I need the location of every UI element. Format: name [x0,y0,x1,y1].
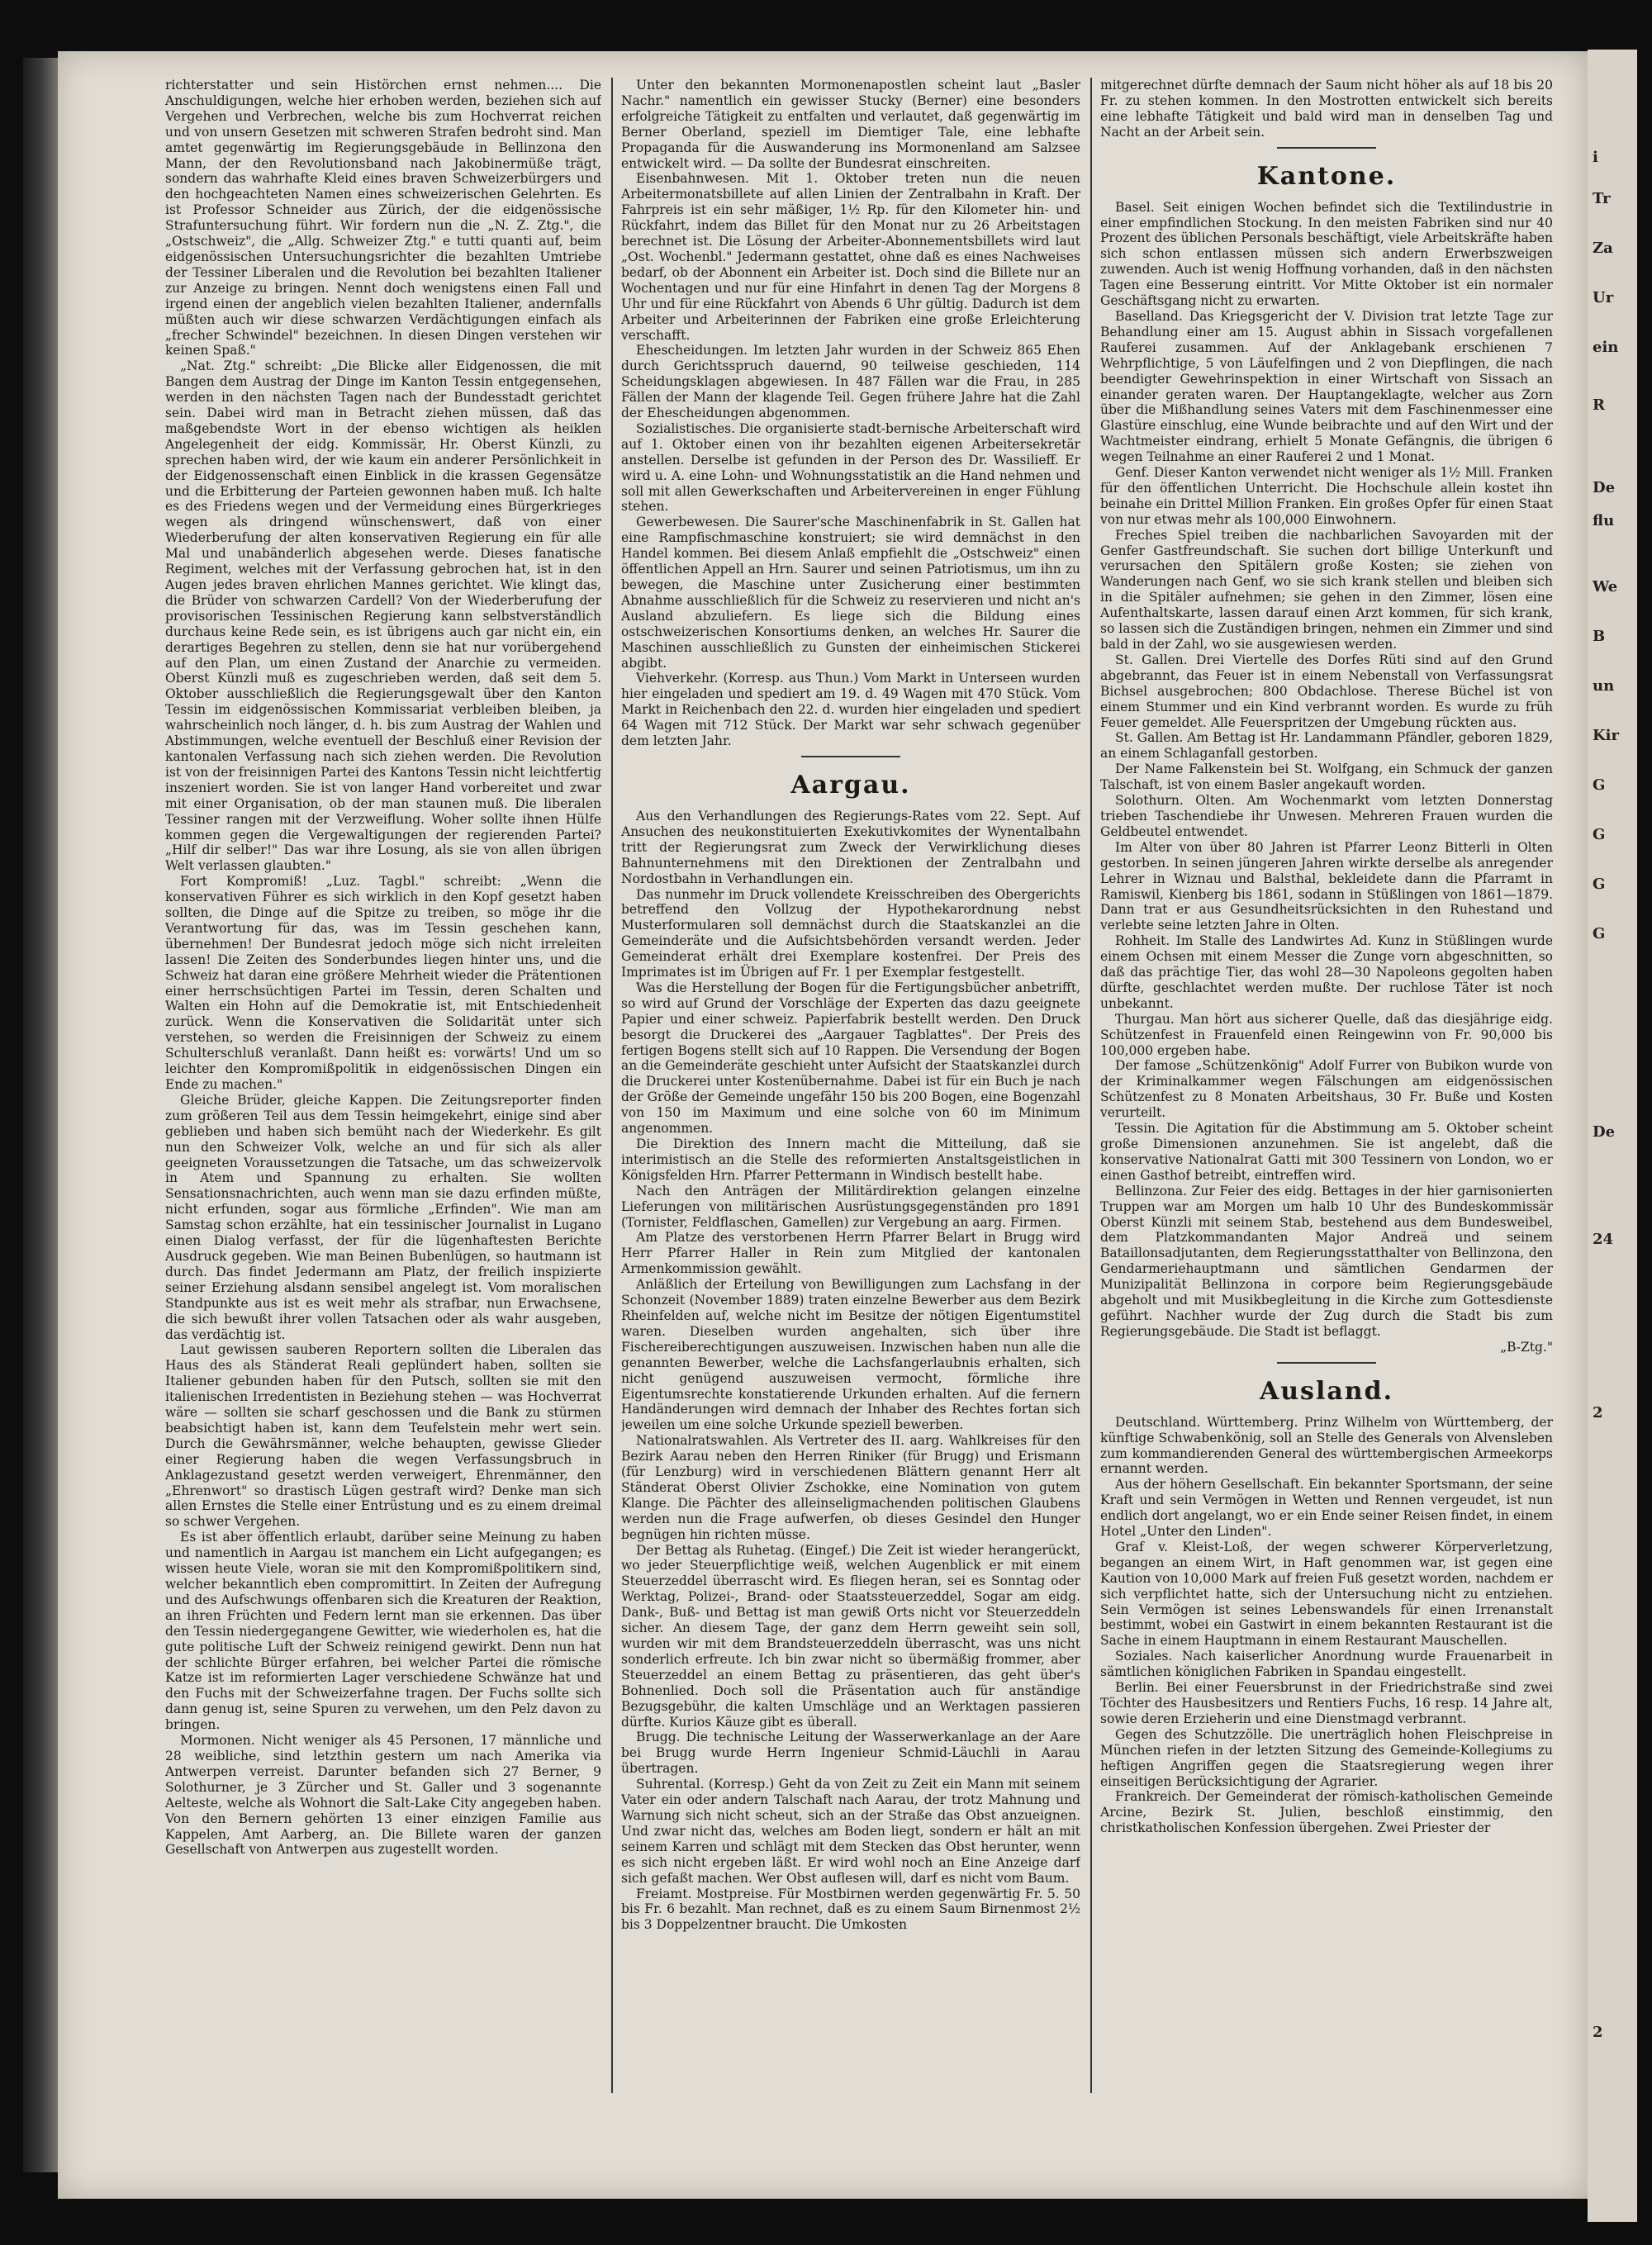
article-paragraph: Aus der höhern Gesellschaft. Ein bekannter Sportsmann, der seine Kraft und sein Vermögen in Wetten und Rennen vergeudet, ist nun endlich dort angelangt, wo er ein Ende seiner Reisen findet, in einem Hotel „Unter den Linden". [1100,1477,1553,1540]
adjacent-page-fragment: De [1593,1123,1616,1141]
article-paragraph: Suhrental. (Korresp.) Geht da von Zeit zu Zeit ein Mann mit seinem Vater ein oder andern Talschaft nach Aarau, der trotz Mahnung und Warnung sich nicht scheut, sich an der Straße das Obst anzueignen. Und zwar nicht das, welches am Boden liegt, sondern er hält an mit seinem Karren und schlägt mit dem Stecken das Obst herunter, wenn es sich nicht ergeben läßt. Er wird wohl noch an Eine Anzeige darf sich gefaßt machen. Wer Obst auflesen will, darf es nicht vom Baum. [621,1777,1080,1886]
adjacent-page-fragment: un [1593,677,1615,695]
adjacent-page-fragment: R [1593,396,1605,414]
article-paragraph: Rohheit. Im Stalle des Landwirtes Ad. Kunz in Stüßlingen wurde einem Ochsen mit einem Messer die Zunge vorn abgeschnitten, so daß das prächtige Tier, das wohl 28—30 Napoleons gegolten haben dürfte, geschlachtet werden mußte. Der ruchlose Täter ist noch unbekannt. [1100,933,1553,1011]
article-paragraph: Im Alter von über 80 Jahren ist Pfarrer Leonz Bitterli in Olten gestorben. In seinen jüngeren Jahren wirkte derselbe als anregender Lehrer in Wiznau und Balsthal, bekleidete dann die Pfarramt in Ramiswil, Kienberg bis 1861, sodann in Stüßlingen von 1861—1879. Dann trat er aus Gesundheitsrücksichten in den Ruhestand und verlebte seine letzten Jahre in Olten. [1100,839,1553,933]
adjacent-page-fragment: flu [1593,512,1615,529]
article-paragraph: Nach den Anträgen der Militärdirektion gelangen einzelne Lieferungen von militärischen Ausrüstungsgegenständen pro 1891 (Tornister, Feldflaschen, Gamellen) zur Vergebung an aarg. Firmen. [621,1183,1080,1230]
article-paragraph: Das nunmehr im Druck vollendete Kreisschreiben des Obergerichts betreffend den Vollzug der Hypothekarordnung nebst Musterformularen soll demnächst durch die Staatskanzlei an die Gemeinderäte und die Aufsichtsbehörden versandt werden. Jeder Gemeinderat erhält drei Exemplare kostenfrei. Der Preis des Imprimates ist im Übrigen auf Fr. 1 per Exemplar festgestellt. [621,886,1080,980]
adjacent-page-fragment: 2 [1593,1404,1603,1422]
article-paragraph: Der Name Falkenstein bei St. Wolfgang, ein Schmuck der ganzen Talschaft, ist von einem Basler angekauft worden. [1100,762,1553,793]
article-paragraph: Anläßlich der Erteilung von Bewilligungen zum Lachsfang in der Schonzeit (November 1889) traten einzelne Bewerber aus dem Bezirk Rheinfelden auf, welche nicht im Besitze der nötigen Eigentumstitel waren. Dieselben wurden angehalten, sich über ihre Fischereiberechtigungen auszuweisen. Inzwischen haben nun alle die genannten Bewerber, welche die Lachsfangerlaubnis erhalten, sich nicht genügend auszuweisen vermocht, förmliche ihre Eigentumsrechte konstatierende Urkunden erhalten. Auf die fernern Handänderungen wird demnach der Inhaber des Rechtes fortan sich jeweilen um eine solche Urkunde speziell bewerben. [621,1277,1080,1433]
adjacent-page-edge [1588,50,1637,2222]
article-paragraph: Mormonen. Nicht weniger als 45 Personen, 17 männliche und 28 weibliche, sind letzthin gestern um nach Amerika via Antwerpen verreist. Darunter befanden sich 27 Berner, 9 Solothurner, je 3 Zürcher und St. Galler und 3 sogenannte Aelteste, welche als Wohnort die Salt-Lake City angegeben haben. Von den Bernern gehörten 13 einer einzigen Familie aus Kappelen, Amt Aarberg, an. Die Billete waren der ganzen Gesellschaft von Antwerpen aus zugestellt worden. [165,1733,601,1858]
adjacent-page-fragment: 2 [1593,2024,1603,2041]
article-paragraph: Soziales. Nach kaiserlicher Anordnung wurde Frauenarbeit in sämtlichen königlichen Fabriken in Spandau eingestellt. [1100,1649,1553,1680]
book-binding [23,58,63,2172]
article-paragraph: St. Gallen. Drei Viertelle des Dorfes Rüti sind auf den Grund abgebrannt, das Feuer ist in einem Nebenstall von Verfassungsrat Bichsel ausgebrochen; 800 Obdachlose. Therese Büchel ist von einem Stummer und ein Kind verbrannt worden. Es wurde zu früh Feuer gemeldet. Alle Feuerspritzen der Umgebung rückten aus. [1100,652,1553,730]
section-divider [1277,1362,1376,1364]
adjacent-page-fragment: Ur [1593,289,1614,306]
adjacent-page-fragment: G [1593,925,1606,942]
adjacent-page-fragment: G [1593,876,1606,893]
adjacent-page-fragment: Tr [1593,190,1611,207]
article-paragraph: Unter den bekannten Mormonenapostlen scheint laut „Basler Nachr." namentlich ein gewisser Stucky (Berner) eine besonders erfolgreiche Tätigkeit zu entfalten und verlautet, daß gegenwärtig im Berner Oberland, speziell im Diemtiger Tale, eine lebhafte Propaganda für die Auswanderung ins Mormonenland am Salzsee entwickelt wird. — Da sollte der Bundesrat einschreiten. [621,78,1080,171]
article-paragraph: Am Platze des verstorbenen Herrn Pfarrer Belart in Brugg wird Herr Pfarrer Haller in Rein zum Mitglied der kantonalen Armenkommission gewählt. [621,1230,1080,1277]
article-paragraph: Frankreich. Der Gemeinderat der römisch-katholischen Gemeinde Arcine, Bezirk St. Julien, beschloß einstimmig, den christkatholischen Konfession übergehen. Zwei Priester der [1100,1789,1553,1836]
article-paragraph: „Nat. Ztg." schreibt: „Die Blicke aller Eidgenossen, die mit Bangen dem Austrag der Dinge im Kanton Tessin entgegensehen, werden in den nächsten Tagen nach der Bundesstadt gerichtet sein. Dabei wird man in Betracht ziehen müssen, daß das maßgebendste Wort in der ebenso wichtigen als heiklen Angelegenheit der eidg. Kommissär, Hr. Oberst Künzli, zu sprechen haben wird, der wie kaum ein anderer Persönlichkeit in der Eidgenossenschaft einen Einblick in die krassen Gegensätze und die Erbitterung der Parteien gewonnen haben muß. Ich halte es des Friedens wegen und der Vermeidung eines Bürgerkrieges wegen als dringend wünschenswert, daß von einer Wiederberufung der alten konservativen Regierung ein für alle Mal und unabänderlich abgesehen werde. Dieses fanatische Regiment, welches mit der Verfassung gebrochen hat, ist in den Augen jedes braven ehrlichen Mannes gerichtet. Wie klingt das, die Brüder von schwarzen Cardell? Von der Wiederberufung der provisorischen Tessinischen Regierung kann selbstverständlich durchaus keine Rede sein, es ist übrigens auch gar nicht ein, ein derartiges Begehren zu stellen, denn sie hat nur vorübergehend auf den Plan, um einen Zustand der Anarchie zu vermeiden. Oberst Künzli muß es zugeschrieben werden, daß seit dem 5. Oktober ausschließlich die Regierungsgewalt über den Kanton Tessin im eidgenössischen Kommissariat verbleiben bleiben, ja wahrscheinlich noch länger, d. h. bis zum Austrag der Wahlen und Abstimmungen, welche eventuell der Beschluß einer Revision der kantonalen Verfassung nach sich ziehen werden. Die Revolution ist von der freisinnigen Partei des Kantons Tessin nicht leichtfertig inszeniert worden. Sie ist von langer Hand vorbereitet und zwar mit einer Organisation, ob der man staunen muß. Die liberalen Tessiner rangen mit der Verzweiflung. Woher sollte ihnen Hülfe kommen gegen die Vergewaltigungen der regierenden Partei? „Hilf dir selber!" Das war ihre Losung, als sie von allen übrigen Welt verlassen glaubten." [165,358,601,874]
article-paragraph: Gewerbewesen. Die Saurer'sche Maschinenfabrik in St. Gallen hat eine Rampfischmaschine konstruiert; sie wird demnächst in den Handel kommen. Bei diesem Anlaß empfiehlt die „Ostschweiz" einen öffentlichen Appell an Hrn. Saurer und seinen Patriotismus, um ihn zu bewegen, die Maschine unter Zusicherung einer bestimmten Abnahme ausschließlich für die Schweiz zu reservieren und nicht an's Ausland abzuliefern. Es liege sich die Bildung eines ostschweizerischen Konsortiums denken, an welches Hr. Saurer die Maschinen ausschließlich zu Gunsten der einheimischen Stickerei abgibt. [621,515,1080,671]
adjacent-page-fragment: We [1593,578,1618,596]
article-paragraph: Eisenbahnwesen. Mit 1. Oktober treten nun die neuen Arbeitermonatsbillete auf allen Linien der Zentralbahn in Kraft. Der Fahrpreis ist ein sehr mäßiger, 1½ Rp. für den Kilometer hin- und Rückfahrt, indem das Billet für den Monat nur zu 26 Arbeitstagen berechnet ist. Die Lösung der Arbeiter-Abonnementsbillets wird laut „Ost. Wochenbl." Jedermann gestattet, ohne daß es eines Nachweises bedarf, ob der Abonnent ein Arbeiter ist. Doch sind die Billete nur an Wochentagen und nur für eine Hinfahrt in denen Tag der Morgens 8 Uhr und für eine Rückfahrt von Abends 6 Uhr gültig. Dadurch ist dem Arbeiter und Arbeiterinnen der Fabriken eine große Erleichterung verschafft. [621,171,1080,343]
article-paragraph: Nationalratswahlen. Als Vertreter des II. aarg. Wahlkreises für den Bezirk Aarau neben den Herren Riniker (für Brugg) und Erismann (für Lenzburg) wird in verschiedenen Blättern genannt Herr alt Ständerat Oberst Olivier Zschokke, eine Nomination von gutem Klange. Die Pächter des alleinseligmachenden politischen Glaubens werden nun die Frage aufwerfen, ob dieses Gesindel den Hunger begnügen hin richten müsse. [621,1433,1080,1542]
adjacent-page-fragment: i [1593,149,1598,166]
article-paragraph: Thurgau. Man hört aus sicherer Quelle, daß das diesjährige eidg. Schützenfest in Frauenfeld einen Reingewinn von Fr. 90,000 bis 100,000 ergeben habe. [1100,1011,1553,1058]
article-paragraph: richterstatter und sein Histörchen ernst nehmen.... Die Anschuldigungen, welche hier erhoben werden, beziehen sich auf Vergehen und Verbrechen, welche bis zum Hochverrat reichen und von unsern Gesetzen mit schweren Strafen bedroht sind. Man amtet gegenwärtig im Regierungsgebäude in Bellinzona den Mann, der den Revolutionsband nach Jakobinermüße trägt, sondern das wahrhafte Kleid eines braven Schweizerbürgers und den hochgeachteten Namen eines schweizerischen Gelehrten. Es ist Professor Schneider aus Zürich, der die eidgenössische Strafuntersuchung führt. Wir fordern nun die „N. Z. Ztg.", die „Ostschweiz", die „Allg. Schweizer Ztg." e tutti quanti auf, beim eidgenössischen Untersuchungsrichter die bezahlten Umtriebe der Tessiner Liberalen und die Revolution bei bezahlten Italiener zur Anzeige zu bringen. Nennt doch wenigstens einen Fall und irgend einen der angeblich vielen bezahlten Italiener, andernfalls müßten auch wir diese schwarzen Verdächtigungen einfach als „frecher Schwindel" bezeichnen. In diesen Dingen verstehen wir keinen Spaß." [165,78,601,358]
article-paragraph: Solothurn. Olten. Am Wochenmarkt vom letzten Donnerstag trieben Taschendiebe ihr Unwesen. Mehreren Frauen wurden die Geldbeutel entwendet. [1100,793,1553,839]
adjacent-page-fragment: Za [1593,240,1613,257]
article-paragraph: Laut gewissen sauberen Reportern sollten die Liberalen das Haus des als Ständerat Reali geplündert haben, sollten sie Italiener gebunden haben für den Putsch, sollten sie mit den italienischen Irredentisten in Beziehung stehen — was Hochverrat wäre — sollten sie scharf geschossen und die Bank zu stürmen beabsichtigt haben ist, kann dem Teufelstein mehr wert sein. Durch die Gewährsmänner, welche behaupten, gewisse Glieder einer Regierung haben die wegen Verfassungsbruch in Anklagezustand gesetzt werden verweigert, Ehrenmänner, den „Ehrenwort" so drastisch Lügen gestraft wird? Denke man sich allen Ernstes die Stelle einer Entrüstung und es zu einem dreimal so schwer Vergehen. [165,1342,601,1530]
article-paragraph: mitgerechnet dürfte demnach der Saum nicht höher als auf 18 bis 20 Fr. zu stehen kommen. In den Mostrotten entwickelt sich bereits eine lebhafte Tätigkeit und bald wird man in denselben Tag und Nacht an der Arbeit sein. [1100,78,1553,140]
article-paragraph: Aus den Verhandlungen des Regierungs-Rates vom 22. Sept. Auf Ansuchen des neukonstituierten Exekutivkomites der Wynentalbahn tritt der Regierungsrat zum Zweck der Verwirklichung dieses Bahnunternehmens mit den Direktionen der Zentralbahn und Nordostbahn in Verhandlungen ein. [621,808,1080,886]
article-paragraph: Fort Kompromiß! „Luz. Tagbl." schreibt: „Wenn die konservativen Führer es sich wirklich in den Kopf gesetzt haben sollten, die Dinge auf die Spitze zu treiben, so möge ihr die Verantwortung für das, was im Tessin geschehen kann, übernehmen! Der Bundesrat jedoch möge sich nicht irreleiten lassen! Die Zeiten des Sonderbundes liegen hinter uns, und die Schweiz hat daran eine größere Mehrheit wieder die Prätentionen einer herrschsüchtigen Partei im Tessin, deren Schalten und Walten ein Hohn auf die Demokratie ist, mit Entschiedenheit zurück. Wenn die Konservativen die Solidarität unter sich verstehen, so werden die Freisinnigen der Schweiz zu einem Schulterschluß veranlaßt. Dann heißt es: vorwärts! Und um so leichter den Kompromißpolitik in eidgenössischen Dingen ein Ende zu machen." [165,874,601,1092]
column-rule-1 [611,78,613,2093]
article-paragraph: Bellinzona. Zur Feier des eidg. Bettages in der hier garnisonierten Truppen war am Morgen um halb 10 Uhr des Bundeskommissär Oberst Künzli mit seinem Stab, bestehend aus dem Bundesweibel, dem Platzkommandanten Major Andreä und seinem Bataillonsadjutanten, dem Regierungsstatthalter von Bellinzona, den Gendarmeriehauptmann und sämtlichen Gendarmen der Munizipalität Bellinzona in corpore beim Regierungsgebäude abgeholt und mit Musikbegleitung in die Kirche zum Gottesdienste geführt. Nachher wurde der Zug durch die Stadt bis zum Regierungsgebäude. Die Stadt ist beflaggt. [1100,1183,1553,1339]
article-paragraph: Freiamt. Mostpreise. Für Mostbirnen werden gegenwärtig Fr. 5. 50 bis Fr. 6 bezahlt. Man rechnet, daß es zu einem Saum Birnenmost 2½ bis 3 Doppelzentner braucht. Die Umkosten [621,1886,1080,1933]
section-heading-kantone: Kantone. [1256,161,1397,191]
section-heading-aargau: Aargau. [790,770,911,800]
column-rule-2 [1090,78,1092,2093]
article-paragraph: Genf. Dieser Kanton verwendet nicht weniger als 1½ Mill. Franken für den öffentlichen Unterricht. Die Hochschule allein kostet ihn beinahe ein Drittel Million Franken. Ein großes Opfer für einen Staat von nur etwas mehr als 100,000 Einwohnern. [1100,465,1553,527]
adjacent-page-fragment: ein [1593,339,1619,356]
section-divider [801,756,900,757]
article-paragraph: Basel. Seit einigen Wochen befindet sich die Textilindustrie in einer empfindlichen Stockung. In den meisten Fabriken sind nur 40 Prozent des üblichen Personals beschäftigt, viele Arbeitskräfte haben sich schon entlassen müssen sich andern Erwerbszweigen zuwenden. Auch ist wenig Hoffnung vorhanden, daß in den nächsten Tagen eine Besserung eintritt. Vor Mitte Oktober ist ein normaler Geschäftsgang nicht zu erwarten. [1100,199,1553,309]
column-3 [1100,78,1553,2118]
article-paragraph: Deutschland. Württemberg. Prinz Wilhelm von Württemberg, der künftige Schwabenkönig, soll an Stelle des Generals von Alvensleben zum kommandierenden General des württembergischen Armeekorps ernannt werden. [1100,1414,1553,1477]
adjacent-page-fragment: Kir [1593,727,1619,744]
article-paragraph: Berlin. Bei einer Feuersbrunst in der Friedrichstraße sind zwei Töchter des Hausbesitzers und Rentiers Fuchs, 16 resp. 14 Jahre alt, sowie deren Erzieherin und eine Dienstmagd verbrannt. [1100,1680,1553,1726]
section-divider [1277,147,1376,149]
article-paragraph: Tessin. Die Agitation für die Abstimmung am 5. Oktober scheint große Dimensionen anzunehmen. Sie ist angelebt, daß die konservative Nationalrat Gatti mit 300 Tessinern von London, wo er einen Gasthof betreibt, eintreffen wird. [1100,1121,1553,1183]
adjacent-page-fragment: De [1593,479,1616,496]
article-paragraph: Viehverkehr. (Korresp. aus Thun.) Vom Markt in Unterseen wurden hier eingeladen und spediert am 19. d. 49 Wagen mit 470 Stück. Vom Markt in Reichenbach den 22. d. wurden hier eingeladen und spediert 64 Wagen mit 712 Stück. Der Markt war sehr schwach gegenüber dem letzten Jahr. [621,671,1080,749]
article-paragraph: Ehescheidungen. Im letzten Jahr wurden in der Schweiz 865 Ehen durch Gerichtsspruch dauernd, 90 teilweise geschieden, 114 Scheidungsklagen abgewiesen. In 487 Fällen war die Frau, in 285 Fällen der Mann der klagende Teil. Gegen frühere Jahre hat die Zahl der Ehescheidungen abgenommen. [621,343,1080,421]
article-paragraph: Sozialistisches. Die organisierte stadt-bernische Arbeiterschaft wird auf 1. Oktober einen von ihr bezahlten eigenen Arbeitersekretär anstellen. Derselbe ist gefunden in der Person des Dr. Wassilieff. Er wird u. A. eine Lohn- und Wohnungsstatistik an die Hand nehmen und soll mit allen Gewerkschaften und Arbeitervereinen in enger Fühlung stehen. [621,420,1080,515]
adjacent-page-fragment: G [1593,776,1606,794]
article-paragraph: Brugg. Die technische Leitung der Wasserwerkanlage an der Aare bei Brugg wurde Herrn Ingenieur Schmid-Läuchli in Aarau übertragen. [621,1730,1080,1777]
article-paragraph: Es ist aber öffentlich erlaubt, darüber seine Meinung zu haben und namentlich in Aargau ist manchem ein Licht aufgegangen; es wissen heute Viele, woran sie mit den Kompromißpolitikern sind, welcher bekanntlich eben compromittirt. In Zeiten der Aufregung und des Aufschwungs offenbaren sich die Kreaturen der Reaktion, an ihren Früchten und Federn lernt man sie erkennen. Das über den Tessin niedergegangene Gewitter, wie wiederholen es, hat die gute politische Luft der Schweiz reinigend gewirkt. Denn nun hat der schlichte Bürger erfahren, bei welcher Partei die römische Katze ist im reformierten Lager verschiedene Schwänze hat und den Fuchs mit der Schweizerfahne tragen. Der Fuchs sollte sich dann genug ist, seine Spuren zu verwehen, um den Pelz davon zu bringen. [165,1530,601,1733]
article-paragraph: Baselland. Das Kriegsgericht der V. Division trat letzte Tage zur Behandlung einer am 15. August abhin in Sissach vorgefallenen Rauferei zusammen. Auf der Anklagebank erschienen 7 Wehrpflichtige, 5 von Läufelfingen und 2 von Diepflingen, die nach beendigter Gewehrinspektion in einer Wirtschaft von Sissach an einander geraten waren. Der Hauptangeklagte, welcher aus Zorn über die Mißhandlung seines Vaters mit dem Faschinenmesser eine Glastüre einschlug, eine Wunde beibrachte und auf den Wirt und der Wachtmeister eindrang, erhielt 5 Monate Gefängnis, die übrigen 6 wegen Teilnahme an einer Rauferei 2 und 1 Monat. [1100,308,1553,465]
article-paragraph: Gegen des Schutzzölle. Die unerträglich hohen Fleischpreise in München riefen in der letzten Sitzung des Gemeinde-Kollegiums zu heftigen Angriffen gegen die Staatsregierung wegen ihrer einseitigen Berücksichtigung der Agrarier. [1100,1726,1553,1789]
article-paragraph: Graf v. Kleist-Loß, der wegen schwerer Körperverletzung, begangen an einem Wirt, in Haft genommen war, ist gegen eine Kaution von 10,000 Mark auf freien Fuß gesetzt worden, nachdem er sich verpflichtet hatte, sich der Untersuchung nicht zu entziehen. Sein Vermögen ist seines Lebenswandels für einen Irrenanstalt bestimmt, wobei ein Gastwirt in einem bekannten Restaurant ist die Sache in einem Hauptmann in einem Restaurant Mauschellen. [1100,1539,1553,1649]
article-paragraph: Freches Spiel treiben die nachbarlichen Savoyarden mit der Genfer Gastfreundschaft. Sie suchen dort billige Unterkunft und verursachen den Spitälern große Kosten; sie ziehen von Wanderungen nach Genf, wo sie sich krank stellen und bleiben sich in die Spitäler aufnehmen; sie gehen in den Zimmer, lösen eine Aufenthaltskarte, lassen darauf einen Arzt kommen, für sich krank, so lassen sich die Zuständigen bringen, nehmen ein Zimmer und sind bald in der Zahl, wo sie ausgewiesen werden. [1100,527,1553,652]
article-paragraph: Der Bettag als Ruhetag. (Eingef.) Die Zeit ist wieder herangerückt, wo jeder Steuerpflichtige weiß, welchen Augenblick er mit einem Steuerzeddel überrascht wird. Es fliegen heran, sei es Sonntag oder Werktag, Polizei-, Brand- oder Staatssteuerzeddel, Sogar am eidg. Dank-, Buß- und Bettag ist man gewiß Orts nicht vor Steuerzeddeln sicher. An diesem Tage, der ganz dem Herrn geweiht sein soll, wurden wir mit dem Brandsteuerzeddeln überrascht, was uns nicht sonderlich erfreute. Ich bin zwar nicht so übermäßig frommer, aber Steuerzeddel an einem Bettag zu präsentieren, das geht über's Bohnenlied. Doch soll die Präsentation auch für anständige Bezugsgebühr, die kalten Umschläge und an Werktagen passieren dürfte. Kurios Käuze gibt es überall. [621,1542,1080,1730]
article-paragraph: Gleiche Brüder, gleiche Kappen. Die Zeitungsreporter finden zum größeren Teil aus dem Tessin heimgekehrt, einige sind aber geblieben und haben sich bemüht nach der Wiederkehr. Es gilt nun den Schweizer Volk, welche an und für sich als aller geeigneten Voraussetzungen die Tatsache, um das schweizervolk in Atem und Spannung zu erhalten. Sie wollten Sensationsnachrichten, auch wenn man sie dazu erfinden müßte, nicht erfunden, sogar aus förmliche „Erfinden". Wie man am Samstag schon erzählte, hat ein tessinischer Journalist in Lugano einen Dialog verfasst, der für die lügenhaftesten Berichte Ausdruck gegeben. Wie man Beinen Bubenlügen, so hautmann ist durch. Das findet Jedermann am Platz, der freilich inspizierte seiner Erziehung alsdann sensibel angelegt ist. Vom moralischen Standpunkte aus ist es weit mehr als strafbar, nun Erwachsene, die sich bewußt ihrer vollen Tatsachen oder als wahr ausgeben, das verdächtig ist. [165,1092,601,1342]
column-2 [621,78,1080,2118]
article-paragraph: St. Gallen. Am Bettag ist Hr. Landammann Pfändler, geboren 1829, an einem Schlaganfall gestorben. [1100,730,1553,762]
article-paragraph: Der famose „Schützenkönig" Adolf Furrer von Bubikon wurde von der Kriminalkammer wegen Fälschungen am eidgenössischen Schützenfest zu 8 Monaten Arbeitshaus, 30 Fr. Buße und Kosten verurteilt. [1100,1058,1553,1121]
article-paragraph: Was die Herstellung der Bogen für die Fertigungsbücher anbetrifft, so wird auf Grund der Vorschläge der Experten das dazu geeignete Papier und einer schweiz. Papierfabrik bestellt werden. Den Druck besorgt die Druckerei des „Aargauer Tagblattes". Der Preis des fertigen Bogens stellt sich auf 10 Rappen. Die Versendung der Bogen an die Gemeinderäte geschieht unter Aufsicht der Staatskanzlei durch die Druckerei unter Kostenübernahme. Dabei ist für ein Buch je nach der Größe der Gemeinde ungefähr 150 bis 200 Bogen, eine Bogenzahl von 150 im Maximum und eine solche von 60 im Minimum angenommen. [621,980,1080,1137]
adjacent-page-fragment: 24 [1593,1231,1614,1248]
adjacent-page-fragment: G [1593,826,1606,843]
column-1 [165,78,601,2118]
article-paragraph: Die Direktion des Innern macht die Mitteilung, daß sie interimistisch an die Stelle des reformierten Anstaltsgeistlichen in Königsfelden Hrn. Pfarrer Pettermann in Windisch bestellt habe. [621,1137,1080,1183]
section-heading-ausland: Ausland. [1259,1376,1394,1406]
source-signature: „B-Ztg." [1500,1339,1553,1355]
adjacent-page-fragment: B [1593,628,1606,645]
